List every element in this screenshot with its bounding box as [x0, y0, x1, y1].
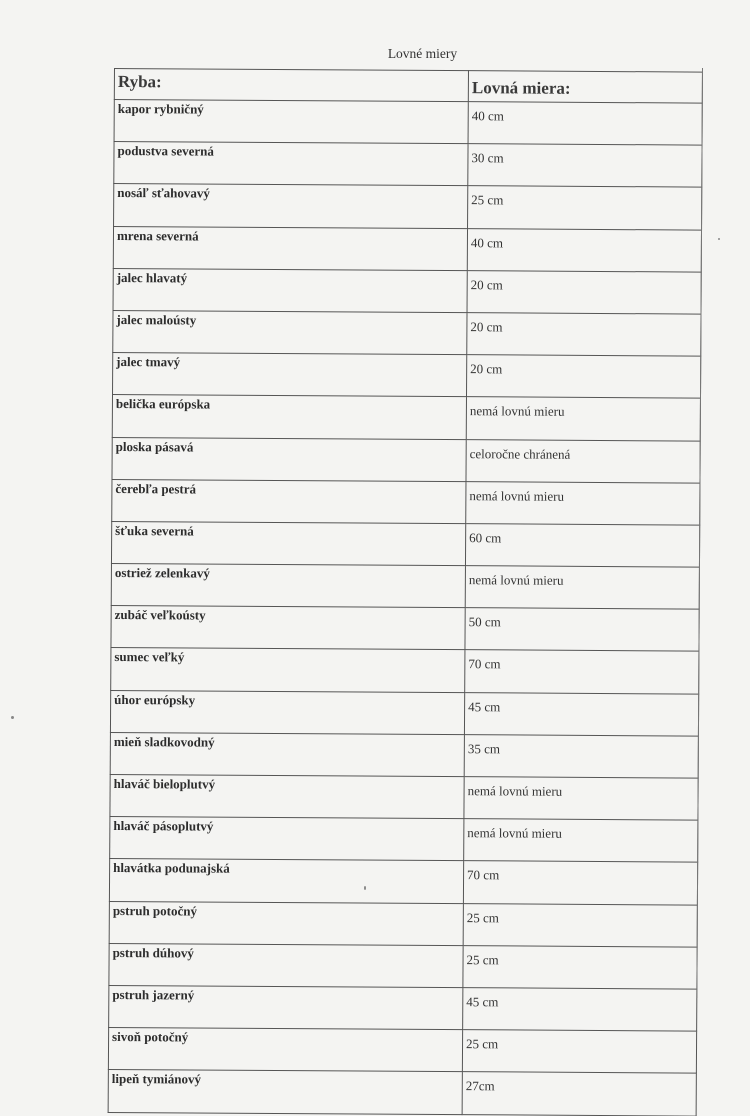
scan-speck	[11, 716, 14, 719]
fish-name-cell: čerebľa pestrá	[112, 479, 466, 523]
catch-size-cell: 25 cm	[468, 186, 702, 230]
column-header-fish: Ryba:	[114, 69, 468, 102]
catch-size-cell: 40 cm	[467, 228, 701, 272]
fish-name-cell: lipeň tymiánový	[108, 1070, 462, 1114]
catch-size-cell: celoročne chránená	[466, 439, 700, 483]
table-row	[109, 943, 697, 989]
catch-size-cell: 45 cm	[463, 988, 697, 1032]
table-row	[110, 817, 698, 863]
fish-name-cell: hlaváč bieloplutvý	[110, 774, 464, 818]
fish-size-table	[108, 68, 703, 1116]
fish-name-cell: pstruh dúhový	[109, 943, 463, 987]
catch-size-cell: 70 cm	[463, 861, 697, 905]
catch-size-cell: nemá lovnú mieru	[466, 481, 700, 525]
table-row	[113, 353, 701, 399]
fish-name-cell: pstruh potočný	[109, 901, 463, 945]
table-row	[114, 142, 702, 188]
table-row	[114, 184, 702, 230]
column-header-size: Lovná miera:	[468, 71, 702, 103]
page-title: Lovné miery	[387, 46, 458, 61]
table-row	[111, 606, 699, 652]
catch-size-cell: 25 cm	[463, 945, 697, 989]
catch-size-cell: 27cm	[462, 1072, 696, 1116]
fish-name-cell: hlaváč pásoplutvý	[110, 817, 464, 861]
fish-name-cell: mieň sladkovodný	[110, 732, 464, 776]
table-row	[113, 268, 701, 314]
catch-size-cell: 50 cm	[465, 608, 699, 652]
fish-name-cell: jalec maloústy	[113, 310, 467, 354]
catch-size-cell: 40 cm	[468, 102, 702, 146]
fish-name-cell: jalec tmavý	[113, 353, 467, 397]
catch-size-cell: 30 cm	[468, 144, 702, 188]
table-row	[111, 521, 699, 567]
fish-name-cell: ploska pásavá	[112, 437, 466, 481]
fish-name-cell: nosáľ sťahovavý	[114, 184, 468, 228]
table-row	[109, 985, 697, 1031]
fish-name-cell: pstruh jazerný	[109, 985, 463, 1029]
scan-speck	[364, 886, 366, 890]
fish-name-cell: šťuka severná	[111, 521, 465, 565]
table-row	[111, 564, 699, 610]
table-row	[112, 437, 700, 483]
scan-speck	[718, 238, 720, 240]
catch-size-cell: 25 cm	[462, 1030, 696, 1074]
fish-name-cell: zubáč veľkoústy	[111, 606, 465, 650]
fish-name-cell: úhor európsky	[110, 690, 464, 734]
fish-name-cell: jalec hlavatý	[113, 268, 467, 312]
catch-size-cell: 25 cm	[463, 903, 697, 947]
table-row	[112, 395, 700, 441]
catch-size-cell: 60 cm	[465, 524, 699, 568]
table-row	[108, 1028, 696, 1074]
catch-size-cell: nemá lovnú mieru	[465, 566, 699, 610]
fish-size-table-container	[111, 68, 714, 1094]
catch-size-cell: 20 cm	[467, 313, 701, 357]
fish-name-cell: hlavátka podunajská	[109, 859, 463, 903]
fish-name-cell: kapor rybničný	[114, 100, 468, 144]
table-row	[110, 774, 698, 820]
table-row	[108, 1070, 696, 1116]
table-row	[109, 859, 697, 905]
fish-name-cell: mrena severná	[113, 226, 467, 270]
table-row	[112, 479, 700, 525]
catch-size-cell: 20 cm	[467, 270, 701, 314]
fish-name-cell: belička európska	[112, 395, 466, 439]
fish-name-cell: podustva severná	[114, 142, 468, 186]
table-row	[110, 732, 698, 778]
catch-size-cell: 20 cm	[466, 355, 700, 399]
fish-name-cell: ostriež zelenkavý	[111, 564, 465, 608]
table-row	[113, 310, 701, 356]
fish-name-cell: sumec veľký	[111, 648, 465, 692]
table-body	[108, 100, 702, 1116]
fish-name-cell: sivoň potočný	[108, 1028, 462, 1072]
catch-size-cell: nemá lovnú mieru	[464, 819, 698, 863]
table-row	[109, 901, 697, 947]
table-row	[113, 226, 701, 272]
table-row	[111, 648, 699, 694]
catch-size-cell: 35 cm	[464, 734, 698, 778]
table-row	[110, 690, 698, 736]
catch-size-cell: nemá lovnú mieru	[464, 777, 698, 821]
catch-size-cell: nemá lovnú mieru	[466, 397, 700, 441]
catch-size-cell: 70 cm	[465, 650, 699, 694]
table-row	[114, 100, 702, 146]
table-header-row	[114, 69, 702, 104]
catch-size-cell: 45 cm	[464, 692, 698, 736]
